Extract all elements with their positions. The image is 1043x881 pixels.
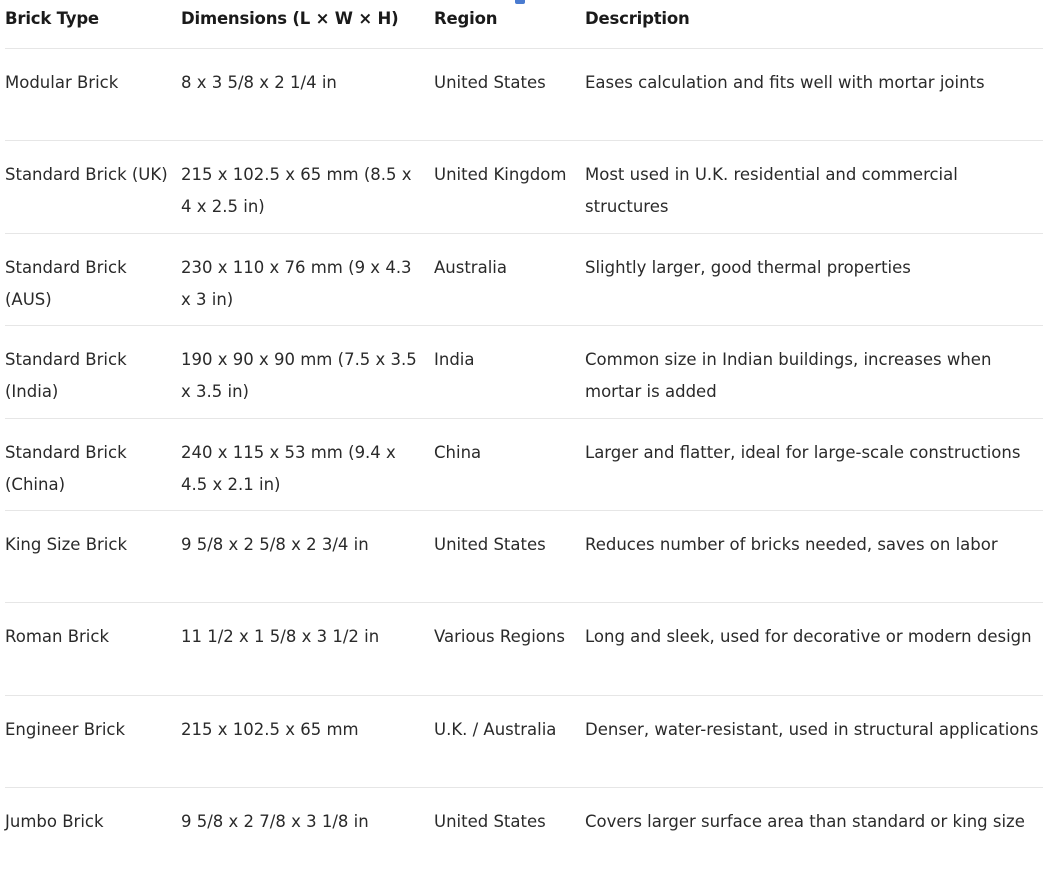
brick-sizes-table xyxy=(5,0,1043,881)
cell-dimensions: 9 5/8 x 2 5/8 x 2 3/4 in xyxy=(181,534,369,554)
cell-dimensions: 9 5/8 x 2 7/8 x 3 1/8 in xyxy=(181,812,369,832)
cell-description: Slightly larger, good thermal properties xyxy=(585,257,911,277)
cell-region: Various Regions xyxy=(434,627,565,647)
header-brick-type: Brick Type xyxy=(5,9,99,28)
cell-dimensions: 215 x 102.5 x 65 mm (8.5 x 4 x 2.5 in) xyxy=(181,165,412,217)
cell-brick-type: Standard Brick (India) xyxy=(5,350,127,402)
table-row xyxy=(5,326,1043,418)
cell-description: Common size in Indian buildings, increases when mortar is added xyxy=(585,350,992,402)
cell-brick-type: Engineer Brick xyxy=(5,719,126,739)
header-description: Description xyxy=(585,9,690,28)
table-row xyxy=(5,141,1043,233)
table-row xyxy=(5,419,1043,511)
cell-region: Australia xyxy=(434,257,507,277)
header-dimensions: Dimensions (L × W × H) xyxy=(181,9,399,28)
cell-region: United States xyxy=(434,534,546,554)
cell-brick-type: Roman Brick xyxy=(5,627,110,647)
header-region: Region xyxy=(434,9,498,28)
cell-description: Covers larger surface area than standard or king size xyxy=(585,812,1025,832)
cell-brick-type: Modular Brick xyxy=(5,73,119,92)
cell-region: India xyxy=(434,350,475,370)
table-row xyxy=(5,788,1043,880)
cell-description: Reduces number of bricks needed, saves on labor xyxy=(585,534,998,554)
cell-dimensions: 11 1/2 x 1 5/8 x 3 1/2 in xyxy=(181,627,380,647)
cell-description: Eases calculation and fits well with mortar joints xyxy=(585,73,985,92)
table-row xyxy=(5,696,1043,788)
cell-dimensions: 8 x 3 5/8 x 2 1/4 in xyxy=(181,73,337,92)
cell-region: U.K. / Australia xyxy=(434,719,557,739)
table-row xyxy=(5,511,1043,603)
table-row xyxy=(5,49,1043,141)
cell-brick-type: Standard Brick (China) xyxy=(5,442,127,494)
table-header-row xyxy=(5,0,1043,49)
cell-region: China xyxy=(434,442,482,462)
cell-region: United States xyxy=(434,812,546,832)
cell-brick-type: Standard Brick (AUS) xyxy=(5,257,127,309)
cell-dimensions: 230 x 110 x 76 mm (9 x 4.3 x 3 in) xyxy=(181,257,412,309)
cell-brick-type: King Size Brick xyxy=(5,534,128,554)
cell-description: Larger and flatter, ideal for large-scale constructions xyxy=(585,442,1021,462)
cell-description: Long and sleek, used for decorative or modern design xyxy=(585,627,1032,647)
cell-dimensions: 190 x 90 x 90 mm (7.5 x 3.5 x 3.5 in) xyxy=(181,350,417,402)
table-row xyxy=(5,234,1043,326)
table-row xyxy=(5,603,1043,695)
cell-region: United Kingdom xyxy=(434,165,567,185)
cell-dimensions: 240 x 115 x 53 mm (9.4 x 4.5 x 2.1 in) xyxy=(181,442,396,494)
cell-region: United States xyxy=(434,73,546,92)
cell-description: Denser, water-resistant, used in structural applications xyxy=(585,719,1039,739)
cell-dimensions: 215 x 102.5 x 65 mm xyxy=(181,719,359,739)
cell-brick-type: Standard Brick (UK) xyxy=(5,165,168,185)
cell-brick-type: Jumbo Brick xyxy=(5,812,104,832)
cell-description: Most used in U.K. residential and commercial structures xyxy=(585,165,958,217)
